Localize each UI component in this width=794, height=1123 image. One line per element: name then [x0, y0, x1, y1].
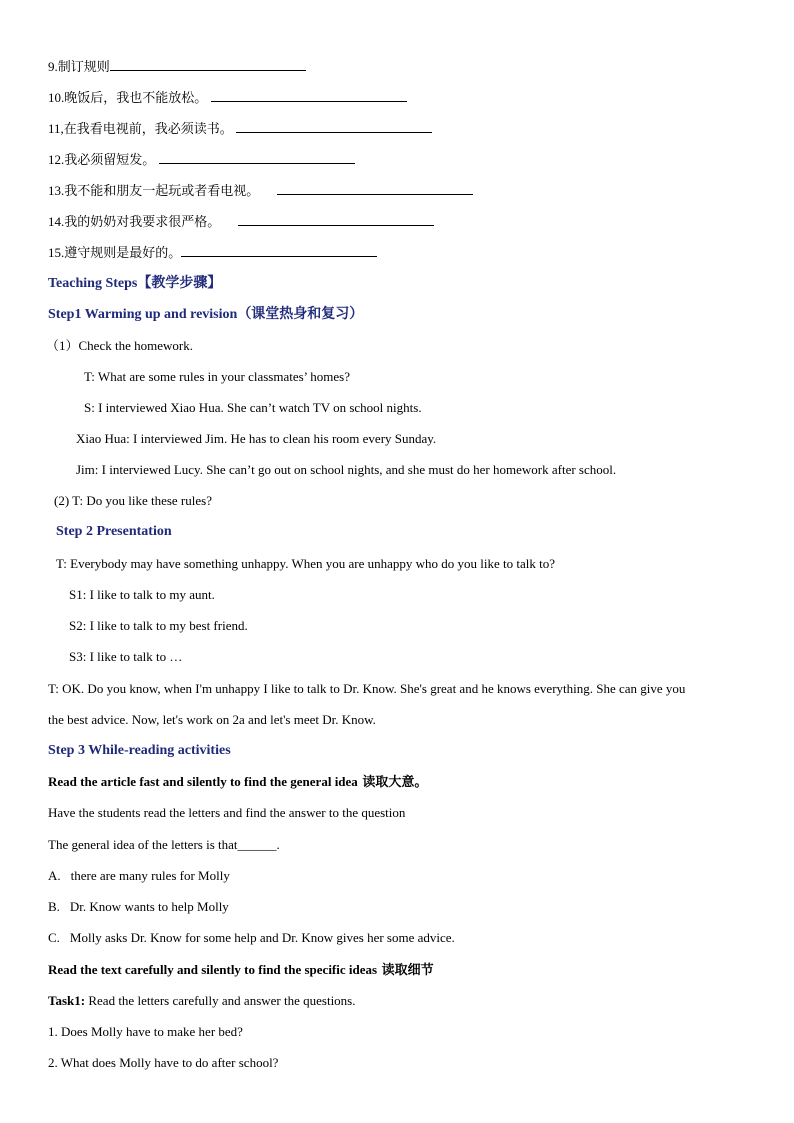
answer-blank[interactable]: [110, 57, 306, 71]
step1-student-line: S: I interviewed Xiao Hua. She can’t watch TV on school nights.: [84, 400, 422, 415]
exercise-13: [48, 181, 473, 199]
exercise-11: [48, 119, 432, 137]
option-b: [48, 899, 229, 915]
exercise-14-text: 14.我的奶奶对我要求很严格。: [48, 214, 221, 229]
step3-heading: Step 3 While-reading activities: [48, 743, 231, 758]
task1-line: [48, 993, 356, 1009]
step1-title-en: Step1 Warming up and revision: [48, 307, 238, 322]
exercise-10: [48, 88, 407, 106]
option-b-label: B.: [48, 899, 60, 914]
step2-teacher-line: T: Everybody may have something unhappy. When you are unhappy who do you like to talk to?: [56, 556, 556, 571]
task1-text: Read the letters carefully and answer the questions.: [85, 993, 356, 1008]
read-carefully-instruction: [48, 962, 434, 979]
exercise-12: [48, 150, 355, 168]
have-students-line: Have the students read the letters and find the answer to the question: [48, 805, 406, 820]
step2-heading: Step 2 Presentation: [56, 524, 172, 539]
answer-blank[interactable]: [238, 212, 434, 226]
teaching-steps-title-en: Teaching Steps: [48, 276, 138, 291]
step1-heading: [48, 306, 363, 323]
answer-blank[interactable]: [211, 88, 407, 102]
step1-jim-line: Jim: I interviewed Lucy. She can’t go out on school nights, and she must do her homework after school.: [76, 462, 617, 477]
step2-s2-line: S2: I like to talk to my best friend.: [69, 618, 248, 633]
option-c: [48, 930, 455, 946]
teaching-steps-heading: [48, 275, 221, 292]
exercise-12-text: 12.我必须留短发。: [48, 152, 156, 167]
step2-teacher-ok-line2: the best advice. Now, let's work on 2a and let's meet Dr. Know.: [48, 712, 376, 727]
read-fast-cn: 读取大意。: [357, 775, 428, 790]
exercise-13-text: 13.我不能和朋友一起玩或者看电视。: [48, 183, 260, 198]
step1-xiaohua-line: Xiao Hua: I interviewed Jim. He has to clean his room every Sunday.: [76, 431, 437, 446]
exercise-9-text: 9.制订规则: [48, 59, 110, 74]
option-b-text: Dr. Know wants to help Molly: [69, 899, 229, 914]
answer-blank[interactable]: [236, 119, 432, 133]
exercise-15-text: 15.遵守规则是最好的。: [48, 245, 182, 260]
option-c-text: Molly asks Dr. Know for some help and Dr. Know gives her some advice.: [69, 930, 455, 945]
option-c-label: C.: [48, 930, 60, 945]
option-a-text: there are many rules for Molly: [70, 868, 230, 883]
step1-item1: （1）Check the homework.: [46, 338, 193, 353]
step2-teacher-ok-line1: T: OK. Do you know, when I'm unhappy I like to talk to Dr. Know. She's great and he knows everything. She can give you: [48, 681, 686, 696]
exercise-15: [48, 243, 377, 261]
exercise-9: [48, 57, 306, 75]
exercise-10-text: 10.晚饭后，我也不能放松。: [48, 90, 208, 105]
read-fast-en: Read the article fast and silently to find the general idea: [48, 774, 358, 789]
question-1: 1. Does Molly have to make her bed?: [48, 1024, 243, 1039]
answer-blank[interactable]: [181, 243, 377, 257]
option-a: [48, 868, 230, 884]
option-a-label: A.: [48, 868, 61, 883]
read-fast-instruction: [48, 774, 427, 791]
step1-title-cn: （课堂热身和复习）: [237, 306, 364, 322]
task1-label: Task1:: [48, 993, 86, 1008]
step2-s1-line: S1: I like to talk to my aunt.: [69, 587, 215, 602]
read-carefully-en: Read the text carefully and silently to find the specific ideas: [48, 962, 378, 977]
answer-blank[interactable]: [277, 181, 473, 195]
teaching-steps-title-cn: 【教学步骤】: [137, 275, 222, 291]
exercise-14: [48, 212, 434, 230]
step2-s3-line: S3: I like to talk to …: [69, 649, 183, 664]
general-idea-question: The general idea of the letters is that______.: [48, 837, 280, 852]
step1-teacher-line: T: What are some rules in your classmates’ homes?: [84, 369, 351, 384]
question-2: 2. What does Molly have to do after school?: [48, 1055, 279, 1070]
exercise-11-text: 11,在我看电视前，我必须读书。: [48, 121, 233, 136]
step1-item2: (2) T: Do you like these rules?: [54, 493, 212, 508]
read-carefully-cn: 读取细节: [377, 963, 434, 978]
answer-blank[interactable]: [159, 150, 355, 164]
